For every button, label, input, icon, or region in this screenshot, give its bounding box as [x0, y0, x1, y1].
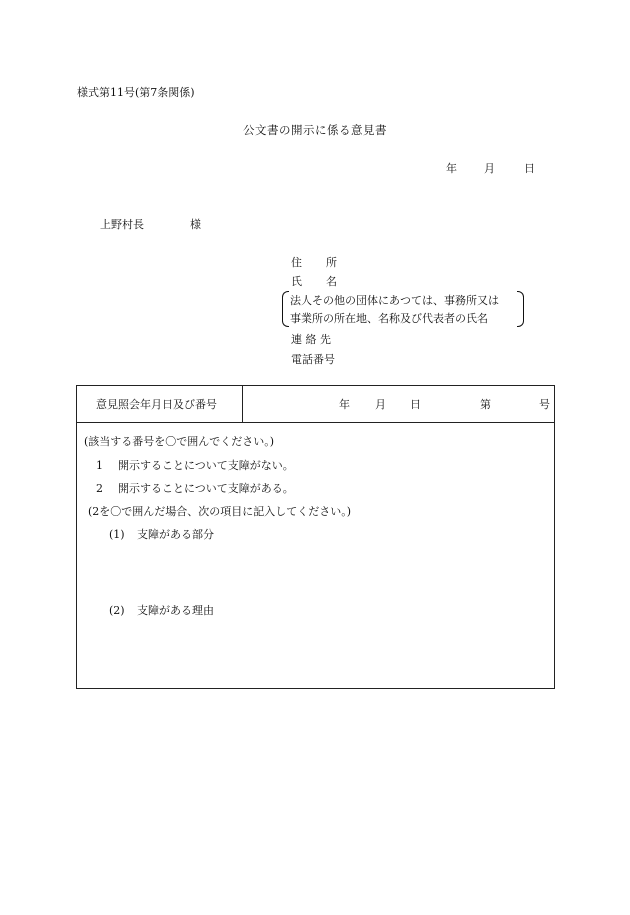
- date-day-label: 日: [524, 162, 535, 175]
- option-2: [96, 483, 294, 494]
- option-1-number: 1: [96, 459, 103, 472]
- document-title: 公文書の開示に係る意見書: [243, 123, 387, 137]
- form-number: 様式第11号(第7条関係): [77, 86, 195, 99]
- item-2-text: 支障がある理由: [137, 604, 214, 617]
- phone-label: 電話番号: [291, 353, 335, 366]
- address-label: 住 所: [291, 256, 337, 269]
- inquiry-row: [77, 386, 554, 423]
- inquiry-label-cell: [77, 386, 243, 422]
- contact-label: 連 絡 先: [291, 333, 331, 346]
- item-1-text: 支障がある部分: [137, 528, 214, 541]
- date-month-label: 月: [484, 162, 495, 175]
- option-1: [96, 460, 294, 471]
- item-2: [109, 605, 214, 616]
- date-year-label: 年: [446, 162, 457, 175]
- corporation-note-line-2: 事業所の所在地、名称及び代表者の氏名: [290, 312, 488, 325]
- inquiry-label: 意見照会年月日及び番号: [96, 398, 217, 411]
- inquiry-year-label: 年: [339, 398, 350, 411]
- corporation-note-line-1: 法人その他の団体にあつては、事務所又は: [290, 294, 499, 307]
- item-2-number: (2): [109, 604, 125, 617]
- addressee-name: 上野村長: [100, 218, 144, 231]
- item-1: [109, 529, 214, 540]
- name-label: 氏 名: [291, 275, 337, 288]
- item-1-number: (1): [109, 528, 125, 541]
- date-line: [446, 163, 535, 174]
- option-2-text: 開示することについて支障がある。: [118, 482, 294, 495]
- inquiry-day-label: 日: [410, 398, 421, 411]
- opinion-form-box: [76, 385, 555, 689]
- inquiry-number-prefix: 第: [480, 398, 491, 411]
- instruction: (該当する番号を〇で囲んでください。): [84, 435, 275, 448]
- inquiry-number-suffix: 号: [539, 398, 550, 411]
- addressee-honorific: 様: [190, 218, 201, 231]
- option-1-text: 開示することについて支障がない。: [118, 459, 294, 472]
- addressee: [100, 219, 201, 230]
- option-2-number: 2: [96, 482, 103, 495]
- sub-instruction: (2を〇で囲んだ場合、次の項目に記入してください。): [88, 505, 352, 518]
- inquiry-month-label: 月: [375, 398, 386, 411]
